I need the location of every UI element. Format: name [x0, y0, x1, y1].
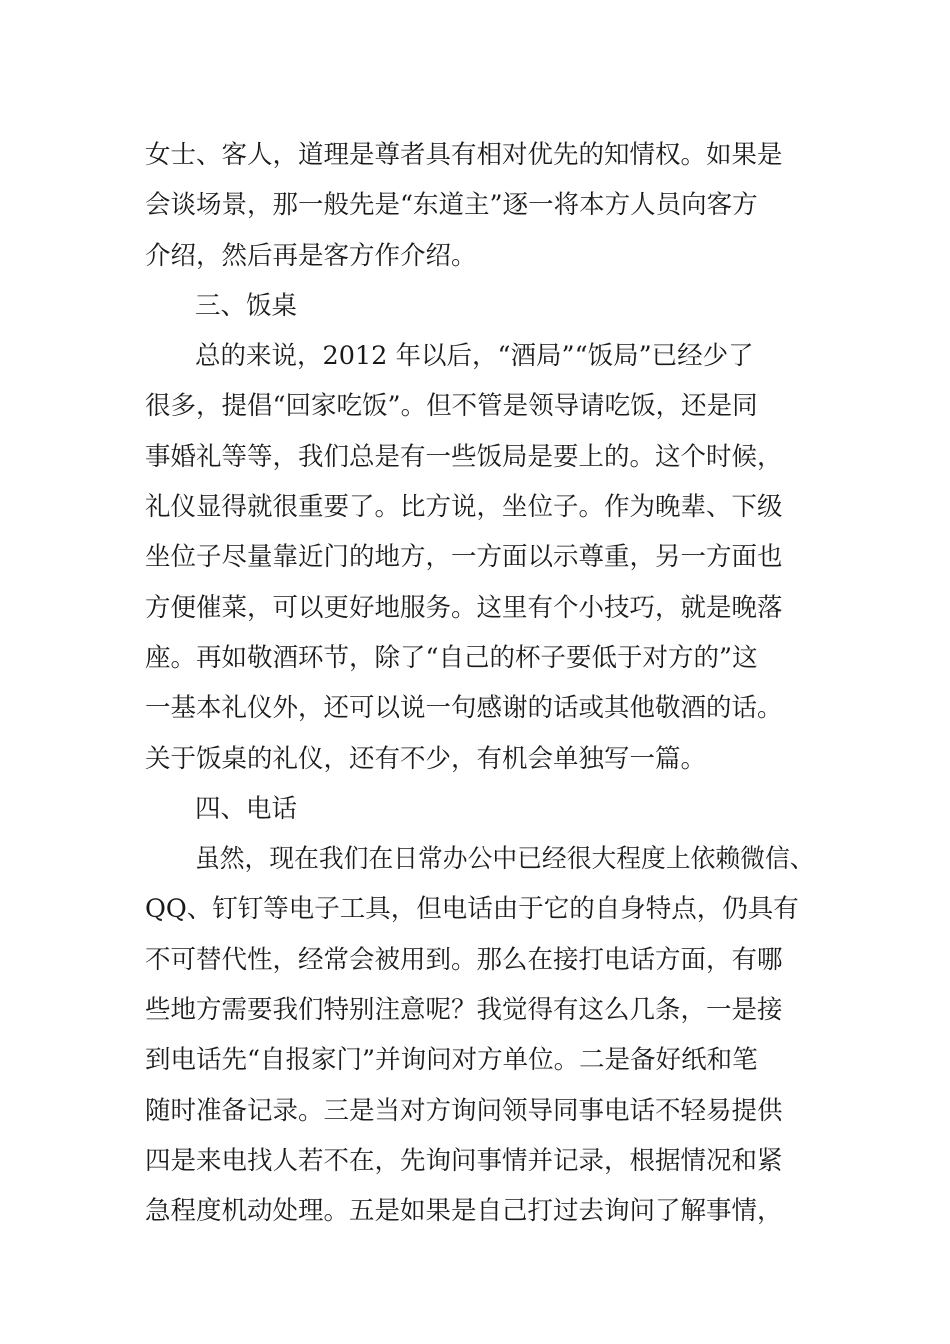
text-line: 介绍，然后再是客方作介绍。 [145, 240, 477, 271]
text-line: 总的来说，2012 年以后，“酒局”“饭局”已经少了 [195, 341, 754, 372]
text-line-content: 虽然，现在我们在日常办公中已经很大程度上依赖微信、 [195, 844, 815, 875]
text-line: QQ、钉钉等电子工具，但电话由于它的自身特点，仍具有 [145, 894, 799, 925]
text-line: 到电话先“自报家门”并询问对方单位。二是备好纸和笔 [145, 1045, 758, 1076]
document-body [145, 130, 815, 1237]
text-line: 不可替代性，经常会被用到。那么在接打电话方面，有哪 [145, 944, 783, 975]
text-line: 礼仪显得就很重要了。比方说，坐位子。作为晚辈、下级 [145, 492, 783, 523]
text-line: 一基本礼仪外，还可以说一句感谢的话或其他敬酒的话。 [145, 693, 783, 724]
text-line: 四、电话 [195, 793, 298, 824]
text-line: 四是来电找人若不在，先询问事情并记录，根据情况和紧 [145, 1145, 783, 1176]
text-line: 三、饭桌 [195, 290, 298, 321]
text-line: 关于饭桌的礼仪，还有不少，有机会单独写一篇。 [145, 743, 707, 774]
text-line: 事婚礼等等，我们总是有一些饭局是要上的。这个时候， [145, 441, 783, 472]
text-line [145, 834, 815, 884]
text-line: 很多，提倡“回家吃饭”。但不管是领导请吃饭，还是同 [145, 391, 758, 422]
text-line: 急程度机动处理。五是如果是自己打过去询问了解事情， [145, 1196, 783, 1227]
text-line: 座。再如敬酒环节，除了“自己的杯子要低于对方的”这 [145, 642, 758, 673]
text-line: 方便催菜，可以更好地服务。这里有个小技巧，就是晚落 [145, 592, 783, 623]
text-line: 女士、客人，道理是尊者具有相对优先的知情权。如果是 [145, 140, 783, 170]
text-line: 些地方需要我们特别注意呢？我觉得有这么几条，一是接 [145, 995, 783, 1026]
text-line: 随时准备记录。三是当对方询问领导同事电话不轻易提供 [145, 1095, 783, 1126]
text-line: 坐位子尽量靠近门的地方，一方面以示尊重，另一方面也 [145, 542, 783, 573]
text-line: 会谈场景，那一般先是“东道主”逐一将本方人员向客方 [145, 190, 758, 221]
